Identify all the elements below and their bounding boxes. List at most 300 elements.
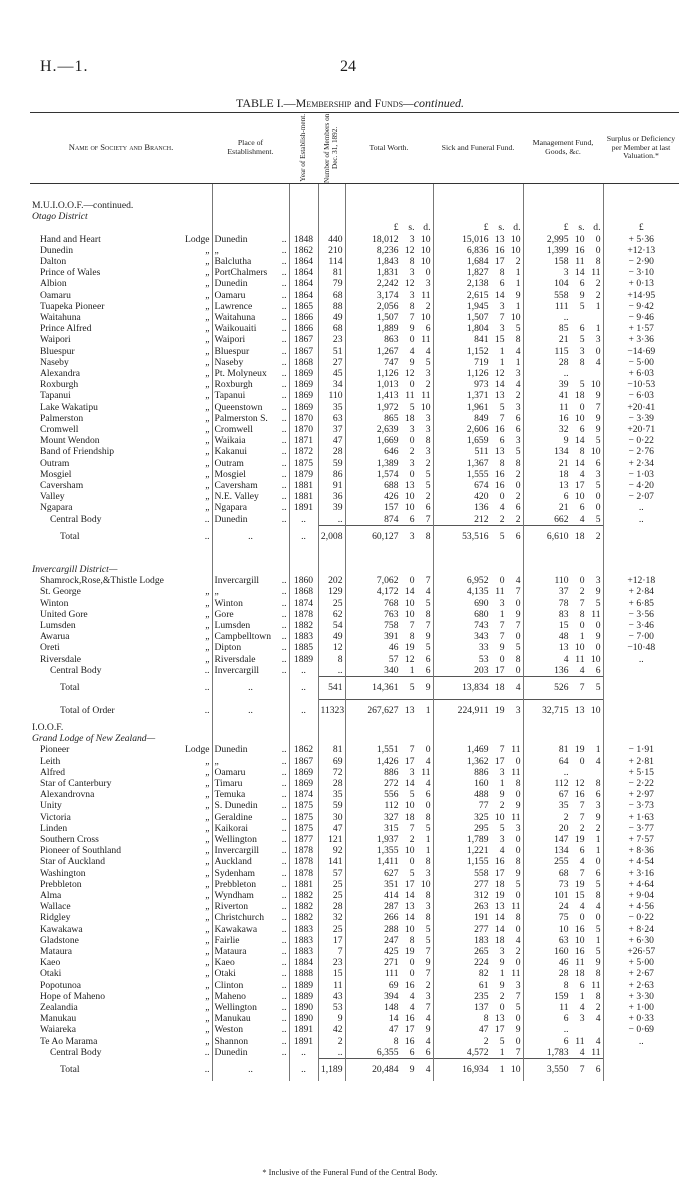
mgmt-fund-cell-s: 0 [579, 912, 585, 924]
empty-cell [212, 722, 289, 733]
sick-fund-cell-s: 1 [499, 608, 505, 620]
sick-fund-cell-p: 1,804 [466, 323, 489, 335]
surplus-cell: + 1·57 [603, 323, 679, 334]
branch-name [30, 424, 212, 435]
mgmt-fund-cell-value [526, 642, 601, 653]
place-text: Kaeo [214, 957, 235, 969]
sick-fund-cell-s: 5 [499, 401, 505, 413]
branch-name-text: Oreti [40, 642, 60, 654]
dots: .. [281, 1047, 287, 1059]
dots: .. [281, 368, 287, 380]
total-worth-cell-value [348, 301, 431, 312]
empty-cell [30, 184, 212, 201]
members-cell: 47 [318, 823, 345, 834]
mgmt-fund-cell [523, 469, 603, 480]
total-worth-cell-value [348, 812, 431, 823]
sick-fund-cell-value [436, 991, 521, 1002]
sick-fund-cell [433, 968, 523, 979]
mgmt-fund-cell-p: 115 [554, 345, 569, 357]
place-text: Invercargill [214, 845, 260, 857]
total-worth-cell [345, 1047, 433, 1059]
sick-fund-cell-s: 3 [499, 945, 505, 957]
table-row [30, 334, 679, 345]
branch-name-text: Alma [40, 889, 62, 901]
year-cell: 1882 [289, 912, 318, 923]
dots: .. [281, 664, 287, 676]
place-text: „ [214, 586, 219, 598]
sick-fund-cell-s: 3 [499, 323, 505, 335]
mgmt-fund-units-d: d. [593, 222, 601, 234]
mgmt-fund-cell [523, 514, 603, 526]
mgmt-fund-cell-d [585, 767, 601, 778]
members-cell: 32 [318, 912, 345, 923]
dots: .. [281, 766, 287, 778]
branch-name [30, 823, 212, 834]
ditto-mark: „ [205, 957, 210, 969]
place-cell [212, 402, 289, 413]
mgmt-fund-cell-s: 8 [579, 446, 585, 458]
mgmt-fund-cell-value [526, 267, 601, 278]
total-worth-cell-s: 13 [404, 901, 415, 913]
sick-fund-cell-d: 9 [515, 867, 521, 879]
sick-fund-cell [433, 924, 523, 935]
sick-fund-cell-d: 0 [515, 480, 521, 492]
sick-fund-cell-s: 6 [499, 435, 505, 447]
sick-fund-cell [433, 357, 523, 368]
ditto-mark: „ [205, 368, 210, 380]
mgmt-fund-cell-value [526, 609, 601, 620]
sick-fund-cell [433, 946, 523, 957]
branch-name [30, 991, 212, 1002]
members-cell: 42 [318, 1024, 345, 1035]
total-worth-cell-d: 8 [425, 889, 431, 901]
place-text: Wellington [214, 833, 257, 845]
total-worth-cell-value [348, 323, 431, 334]
header-sick-fund: Sick and Funeral Fund. [433, 113, 523, 184]
total-worth-cell-d: 10 [420, 401, 431, 413]
total-worth-cell-value [348, 800, 431, 811]
year-cell: 1875 [289, 800, 318, 811]
total-worth-cell-s: 10 [404, 502, 415, 514]
sick-fund-cell-d: 0 [515, 597, 521, 609]
total-worth-cell-value [348, 789, 431, 800]
sick-fund-total-p: 13,834 [462, 681, 489, 693]
mgmt-fund-cell-p: 134 [554, 845, 569, 857]
empty-cell [433, 722, 523, 733]
empty-cell [289, 564, 318, 575]
sick-fund-cell-d: 10 [510, 312, 521, 324]
mgmt-fund-cell-d: 0 [595, 642, 601, 654]
table-row [30, 278, 679, 289]
mgmt-fund-cell-value [526, 778, 601, 789]
branch-name-text: Southern Cross [40, 833, 99, 845]
total-worth-cell-d: 4 [425, 1035, 431, 1047]
total-worth-cell-s: 0 [409, 575, 415, 587]
dots: .. [204, 704, 210, 716]
dots: .. [281, 867, 287, 879]
place-cell [212, 879, 289, 890]
empty-cell [345, 184, 433, 201]
members-cell: 15 [318, 968, 345, 979]
sick-fund-cell-p: 1,945 [466, 300, 489, 312]
dots: .. [281, 889, 287, 901]
total-worth-total [345, 1059, 433, 1082]
total-worth-cell-s: 3 [409, 289, 415, 301]
sick-fund-cell-d: 0 [515, 1013, 521, 1025]
place-text: Kaikorai [214, 822, 249, 834]
year-cell: 1878 [289, 868, 318, 879]
place-cell [212, 778, 289, 789]
mgmt-fund-cell-d: 5 [595, 878, 601, 890]
members-cell: 28 [318, 778, 345, 789]
ditto-mark: „ [205, 586, 210, 598]
sick-fund-cell-value [436, 424, 521, 435]
total-worth-cell [345, 789, 433, 800]
surplus-cell: + 1·00 [603, 1002, 679, 1013]
mgmt-fund-cell-d: 0 [595, 345, 601, 357]
total-worth-cell-d: 5 [425, 468, 431, 480]
sick-fund-cell-p: 719 [474, 356, 489, 368]
branch-name-text: United Gore [40, 608, 88, 620]
sick-fund-cell-s: 3 [499, 300, 505, 312]
total-worth-cell-d: 7 [425, 1002, 431, 1013]
mgmt-fund-cell-p: 64 [558, 755, 569, 767]
total-worth-cell [345, 957, 433, 968]
branch-name-text: Cromwell [40, 424, 79, 436]
sick-fund-cell-p: 136 [474, 502, 489, 514]
dots: .. [281, 289, 287, 301]
sick-fund-cell-s: 16 [494, 856, 505, 868]
members-cell: 23 [318, 334, 345, 345]
sick-fund-cell-value [436, 1047, 521, 1058]
total-worth-cell [345, 924, 433, 935]
total-worth-cell-value [348, 1024, 431, 1035]
total-worth-cell-s: 12 [404, 368, 415, 380]
surplus-cell: + 0·33 [603, 1013, 679, 1024]
sick-fund-cell-s: 1 [499, 356, 505, 368]
total-worth-cell-value [348, 665, 431, 676]
table-row [30, 968, 679, 979]
mgmt-fund-cell-d: 1 [595, 744, 601, 756]
sick-fund-cell-s: 17 [494, 256, 505, 268]
mgmt-fund-cell-p: 20 [558, 822, 569, 834]
sick-fund-cell-d: 4 [515, 345, 521, 357]
total-worth-cell-p: 111 [384, 968, 399, 980]
sick-fund-cell-d: 5 [515, 446, 521, 458]
mgmt-fund-cell-s [569, 1024, 585, 1035]
members-cell: 53 [318, 1002, 345, 1013]
mgmt-fund-cell-s: 7 [579, 867, 585, 879]
total-worth-cell-value [348, 278, 431, 289]
mgmt-fund-cell [523, 413, 603, 424]
total-worth-cell-d: 3 [425, 990, 431, 1002]
total-worth-cell-d: 10 [420, 878, 431, 890]
mgmt-fund-cell-p: 32 [558, 424, 569, 436]
sick-fund-cell-p: 160 [474, 777, 489, 789]
surplus-cell: − 2·76 [603, 446, 679, 457]
total-worth-cell-d: 11 [421, 334, 431, 346]
mgmt-fund-cell-p: 63 [558, 934, 569, 946]
total-worth-cell-value [348, 435, 431, 446]
total-worth-cell [345, 823, 433, 834]
district-title-row [30, 564, 679, 575]
members-cell: 51 [318, 346, 345, 357]
members-cell: 28 [318, 446, 345, 457]
total-worth-cell [345, 458, 433, 469]
mgmt-fund-cell-s: 6 [579, 278, 585, 290]
total-worth-cell-s: 3 [409, 424, 415, 436]
surplus-cell: + 6·85 [603, 598, 679, 609]
branch-name [30, 379, 212, 390]
total-worth-cell-p: 112 [384, 800, 399, 812]
total-worth-cell-p: 1,937 [376, 833, 399, 845]
surplus-cell: + 4·54 [603, 856, 679, 867]
sick-fund-cell-value [436, 312, 521, 323]
branch-name-text: Washington [40, 867, 86, 879]
members-cell: 36 [318, 491, 345, 502]
place-text: Cromwell [214, 424, 253, 436]
members-cell: 129 [318, 586, 345, 597]
total-worth-cell-s: 0 [409, 334, 415, 346]
branch-name-text: Linden [40, 822, 68, 834]
total-worth-cell-s: 11 [405, 390, 415, 402]
mgmt-fund-total-p: 6,610 [546, 530, 569, 542]
members-cell: 25 [318, 879, 345, 890]
branch-name [30, 435, 212, 446]
sick-fund-cell-d: 2 [515, 390, 521, 402]
dots: .. [281, 345, 287, 357]
branch-name-text: Outram [40, 457, 70, 469]
total-worth-cell-p: 69 [388, 979, 399, 991]
total-worth-cell-value [348, 357, 431, 368]
sick-fund-cell [433, 502, 523, 513]
mgmt-fund-cell [523, 901, 603, 912]
dots: .. [281, 979, 287, 991]
sick-fund-cell-p: 680 [474, 608, 489, 620]
place-cell [212, 469, 289, 480]
total-worth-cell-p: 1,574 [376, 468, 399, 480]
place-cell [212, 502, 289, 513]
table-row [30, 1036, 679, 1047]
mgmt-fund-cell-value [526, 744, 601, 755]
place-text: Mataura [214, 945, 247, 957]
total-worth-cell-d: 4 [425, 1013, 431, 1025]
total-worth-cell [345, 631, 433, 642]
sick-fund-cell-p: 1,371 [466, 390, 489, 402]
sick-fund-cell-p: 841 [474, 334, 489, 346]
total-worth-total [345, 676, 433, 699]
header-row [30, 113, 679, 184]
total-worth-cell-d: 5 [425, 923, 431, 935]
total-worth-units-s: s. [408, 222, 415, 234]
mgmt-fund-cell [523, 1047, 603, 1059]
dots: .. [281, 435, 287, 447]
mgmt-fund-cell-d: 0 [595, 491, 601, 503]
total-worth-total-value [348, 1059, 431, 1081]
branch-name-text: Mount Wendon [40, 435, 100, 447]
sick-fund-units-p: £ [483, 222, 489, 234]
empty-cell [345, 548, 433, 564]
sick-fund-cell-p: 420 [474, 491, 489, 503]
table-row [30, 586, 679, 597]
total-label-text: Total [60, 1063, 80, 1075]
mgmt-fund-cell-d: 11 [591, 608, 601, 620]
mgmt-fund-cell [523, 845, 603, 856]
total-worth-cell-p: 271 [384, 957, 399, 969]
mgmt-fund-cell-value [526, 879, 601, 890]
mgmt-fund-total-d: 2 [595, 530, 601, 542]
place-text: Riversdale [214, 653, 256, 665]
dots: .. [281, 878, 287, 890]
mgmt-fund-cell-p: 83 [558, 608, 569, 620]
mgmt-fund-cell-d: 1 [595, 323, 601, 335]
sick-fund-cell-d: 6 [515, 424, 521, 436]
mgmt-fund-cell-s: 4 [579, 1046, 585, 1058]
members-cell: 35 [318, 402, 345, 413]
mgmt-fund-cell-p: 6 [563, 491, 569, 503]
total-worth-cell-s: 9 [409, 356, 415, 368]
place-text: Dunedin [214, 744, 248, 756]
mgmt-fund-cell-d: 2 [595, 822, 601, 834]
total-worth-cell-s: 0 [409, 968, 415, 980]
sick-fund-cell-d: 9 [515, 800, 521, 812]
surplus-cell: + 3·16 [603, 868, 679, 879]
total-worth-cell-p: 8 [393, 1035, 399, 1047]
place-text: Fairlie [214, 934, 240, 946]
mgmt-fund-cell [523, 823, 603, 834]
total-worth-cell-value [348, 868, 431, 879]
mgmt-fund-cell-p: 73 [558, 878, 569, 890]
mgmt-fund-cell-p: 21 [558, 457, 569, 469]
place-cell [212, 834, 289, 845]
total-worth-cell-s: 3 [409, 267, 415, 279]
total-worth-cell-value [348, 924, 431, 935]
dots: .. [281, 619, 287, 631]
sick-fund-total-value [436, 700, 521, 722]
total-worth-total-s: 5 [409, 681, 415, 693]
dots: .. [281, 233, 287, 245]
mgmt-fund-cell-d: 2 [595, 289, 601, 301]
mgmt-fund-cell-d: 8 [595, 777, 601, 789]
dots: .. [281, 653, 287, 665]
sick-fund-cell-p: 2 [483, 1035, 489, 1047]
total-worth-cell-d: 7 [425, 575, 431, 587]
sick-fund-cell [433, 609, 523, 620]
total-worth-cell [345, 379, 433, 390]
mgmt-fund-cell [523, 980, 603, 991]
year-cell: 1868 [289, 357, 318, 368]
sick-fund-cell-p: 674 [474, 480, 489, 492]
sick-fund-cell-p: 191 [474, 912, 489, 924]
mgmt-fund-cell [523, 800, 603, 811]
year-cell: 1870 [289, 413, 318, 424]
branch-name-text: Central Body [50, 664, 102, 676]
sick-fund-cell-d: 1 [515, 356, 521, 368]
sick-fund-cell-s: 11 [495, 586, 505, 598]
members-cell: 54 [318, 620, 345, 631]
surplus-cell: + 7·57 [603, 834, 679, 845]
mgmt-fund-cell-p: 136 [554, 664, 569, 676]
place-text: Oamaru [214, 289, 246, 301]
total-worth-cell [345, 234, 433, 245]
surplus-total [603, 1059, 679, 1082]
year-cell: 1879 [289, 469, 318, 480]
ditto-mark: „ [205, 619, 210, 631]
mgmt-fund-total-d: 6 [595, 1064, 601, 1076]
total-worth-cell-d: 1 [425, 845, 431, 857]
sick-fund-cell [433, 368, 523, 379]
sick-fund-cell-p: 1,827 [466, 267, 489, 279]
total-worth-units-p: £ [393, 222, 399, 234]
mgmt-fund-cell-s: 8 [579, 356, 585, 368]
mgmt-fund-cell-d: 6 [595, 457, 601, 469]
total-worth-cell-d: 1 [425, 833, 431, 845]
ditto-mark: „ [205, 457, 210, 469]
ditto-mark: „ [205, 412, 210, 424]
sick-fund-cell-value [436, 446, 521, 457]
total-worth-cell-s: 4 [409, 990, 415, 1002]
empty-cell [30, 548, 212, 564]
branch-name [30, 789, 212, 800]
total-worth-cell-s: 8 [409, 631, 415, 643]
mgmt-fund-cell [523, 435, 603, 446]
table-row [30, 256, 679, 267]
branch-name [30, 301, 212, 312]
year-cell: 1890 [289, 1013, 318, 1024]
total-worth-cell-p: 874 [384, 513, 399, 525]
mgmt-fund-cell-value [526, 812, 601, 823]
branch-name-text: Waiareka [40, 1024, 76, 1036]
dots: .. [281, 502, 287, 514]
sick-fund-total-value [436, 1059, 521, 1081]
table-row [30, 379, 679, 390]
table-row [30, 312, 679, 323]
mgmt-fund-cell-value [526, 823, 601, 834]
sick-fund-cell-p: 82 [478, 968, 489, 980]
branch-name [30, 834, 212, 845]
total-worth-cell-value [348, 609, 431, 620]
sick-fund-cell-s: 0 [499, 653, 505, 665]
place-cell [212, 968, 289, 979]
year-cell: 1890 [289, 1002, 318, 1013]
mgmt-fund-cell-d: 0 [595, 912, 601, 924]
sick-fund-cell-p: 1,507 [466, 312, 489, 324]
total-worth-cell-p: 646 [384, 446, 399, 458]
total-worth-cell-p: 18,012 [372, 233, 399, 245]
mgmt-fund-cell-p: 8 [563, 979, 569, 991]
order-title: M.U.I.O.O.F.—continued. [32, 200, 134, 211]
mgmt-fund-cell [523, 631, 603, 642]
total-worth-cell-p: 1,267 [376, 345, 399, 357]
place-text: Otaki [214, 968, 236, 980]
members-cell: 11 [318, 980, 345, 991]
total-worth-cell [345, 901, 433, 912]
branch-name [30, 756, 212, 767]
total-worth-cell-value [348, 469, 431, 480]
table-row [30, 767, 679, 778]
empty-cell [212, 200, 289, 211]
mgmt-fund-cell-value [526, 390, 601, 401]
mgmt-fund-cell-value [526, 1036, 601, 1047]
mgmt-fund-cell-value [526, 502, 601, 513]
sick-fund-cell-p: 1,659 [466, 435, 489, 447]
sick-fund-cell-d: 0 [515, 789, 521, 801]
sick-fund-cell-s: 17 [494, 755, 505, 767]
mgmt-fund-cell-s: 16 [574, 789, 585, 801]
total-worth-cell-value [348, 245, 431, 256]
sick-fund-cell-s: 19 [494, 889, 505, 901]
table-row [30, 756, 679, 767]
